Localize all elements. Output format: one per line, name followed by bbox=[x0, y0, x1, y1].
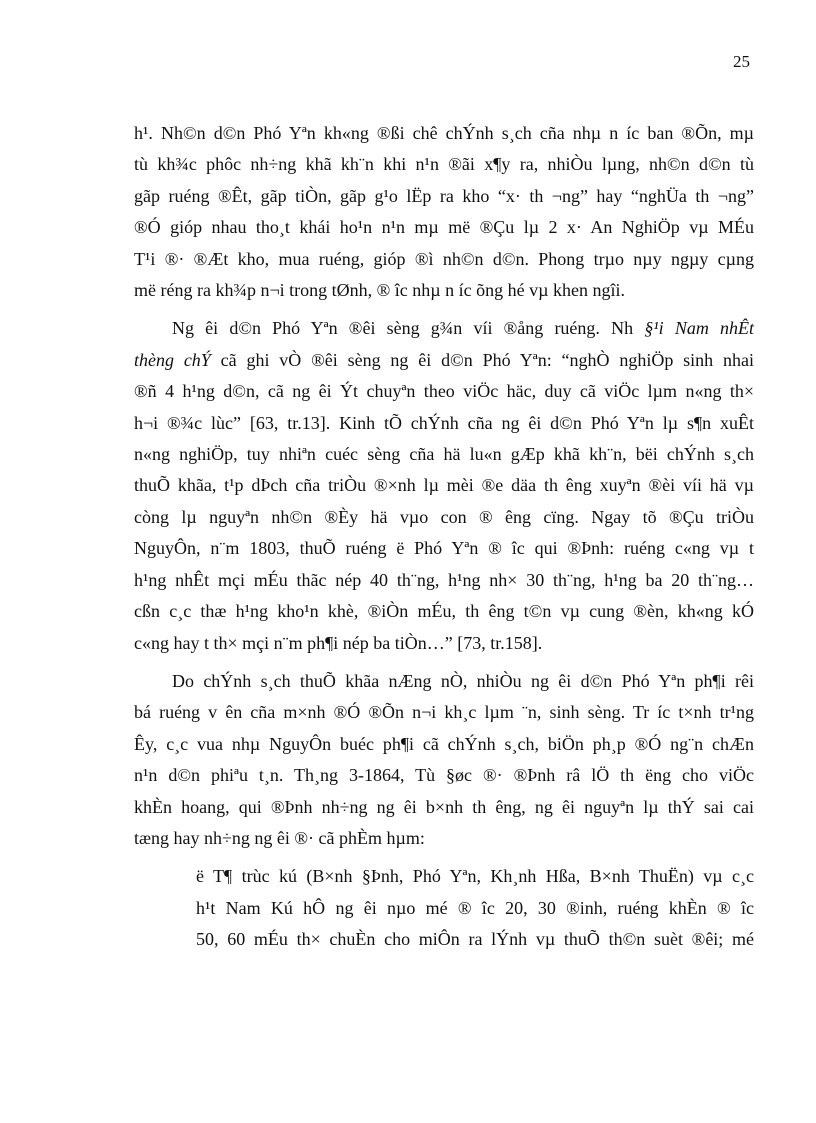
text-line: còng lµ nguyªn nh©n ®Èy hä vµo con ® êng cïng. Ngay tõ ®Çu triÒu bbox=[134, 506, 754, 527]
text-line: tù kh¾c phôc nh÷ng khã kh¨n khi n¹n ®ãi x¶y ra, nhiÒu lµng, nh©n d©n tù bbox=[134, 154, 754, 175]
book-title: thèng chÝ bbox=[134, 349, 211, 370]
text-run: cã ghi vÒ ®êi sèng ng êi d©n Phó Yªn: “nghÒ nghiÖp sinh nhai bbox=[210, 349, 754, 370]
text-line: n«ng nghiÖp, tuy nhiªn cuéc sèng cña hä lu«n gÆp khã kh¨n, bëi chÝnh s¸ch bbox=[134, 444, 754, 465]
book-title: §¹i Nam nhÊt bbox=[644, 318, 754, 339]
paragraph bbox=[134, 118, 754, 306]
text-line: NguyÔn, n¨m 1803, thuÕ ruéng ë Phó Yªn ® îc qui ®Þnh: ruéng c«ng vµ t bbox=[134, 538, 754, 559]
text-line: T¹i ®· ®Æt kho, mua ruéng, gióp ®ì nh©n d©n. Phong trµo nµy ngµy cµng bbox=[134, 248, 754, 269]
text-line: 50, 60 mÉu th× chuÈn cho miÔn ra lÝnh vµ thuÕ th©n suèt ®êi; mé bbox=[196, 929, 754, 950]
text-line: ë T¶ trùc kú (B×nh §Þnh, Phó Yªn, Kh¸nh Hßa, B×nh ThuËn) vµ c¸c bbox=[196, 866, 754, 887]
text-line: h¬i ®¾c lùc” [63, tr.13]. Kinh tÕ chÝnh cña ng êi d©n Phó Yªn lµ s¶n xuÊt bbox=[134, 412, 754, 433]
text-line: ®Ó gióp nhau tho¸t khái ho¹n n¹n mµ më ®Çu lµ 2 x· An NghiÖp vµ MÉu bbox=[134, 217, 754, 238]
text-line: gãp ruéng ®Êt, gãp tiÒn, gãp g¹o lËp ra kho “x· th ¬ng” hay “nghÜa th ¬ng” bbox=[134, 185, 754, 206]
text-line: tæng hay nh÷ng ng êi ®· cã phÈm hµm: bbox=[134, 827, 425, 848]
block-quote bbox=[196, 861, 754, 955]
paragraph bbox=[134, 313, 754, 658]
page-number: 25 bbox=[733, 52, 750, 71]
paragraph bbox=[134, 666, 754, 854]
text-line: h¹ng nhÊt mçi mÉu thãc nép 40 th¨ng, h¹ng nh× 30 th¨ng, h¹ng ba 20 th¨ng… bbox=[134, 569, 754, 590]
text-line: bá ruéng v ên cña m×nh ®Ó ®Õn n¬i kh¸c lµm ¨n, sinh sèng. Tr íc t×nh tr¹ng bbox=[134, 702, 754, 723]
text-line: thuÕ khãa, t¹p dÞch cña triÒu ®×nh lµ mèi ®e däa th êng xuyªn ®èi víi hä vµ bbox=[134, 475, 754, 496]
text-line: khÈn hoang, qui ®Þnh nh÷ng ng êi b×nh th êng, ng êi nguyªn lµ thÝ sai cai bbox=[134, 796, 754, 817]
text-line: h¹t Nam Kú hÔ ng êi nµo mé ® îc 20, 30 ®inh, ruéng khÈn ® îc bbox=[196, 897, 754, 918]
text-line bbox=[134, 313, 754, 344]
text-line bbox=[134, 345, 754, 376]
text-line: ®ñ 4 h¹ng d©n, cã ng êi Ýt chuyªn theo viÖc häc, duy cã viÖc lµm n«ng th× bbox=[134, 381, 754, 402]
text-line: h¹. Nh©n d©n Phó Yªn kh«ng ®ßi chê chÝnh s¸ch cña nhµ n íc ban ®Õn, mµ bbox=[134, 123, 754, 143]
text-line: Êy, c¸c vua nhµ NguyÔn buéc ph¶i cã chÝnh s¸ch, biÖn ph¸p ®Ó ng¨n chÆn bbox=[134, 733, 754, 754]
text-line: n¹n d©n phiªu t¸n. Th¸ng 3-1864, Tù §øc ®· ®Þnh râ lÖ th ëng cho viÖc bbox=[134, 765, 754, 786]
text-line: më réng ra kh¾p n¬i trong tØnh, ® îc nhµ n íc õng hé vµ khen ngîi. bbox=[134, 280, 625, 301]
text-run: Ng êi d©n Phó Yªn ®êi sèng g¾n víi ®ång ruéng. Nh bbox=[172, 318, 634, 339]
text-line: cßn c¸c thæ h¹ng kho¹n khè, ®iÒn mÉu, th êng t©n vµ cung ®èn, kh«ng kÓ bbox=[134, 601, 754, 622]
body-text bbox=[134, 118, 754, 963]
text-line: c«ng hay t th× mçi n¨m ph¶i nép ba tiÒn…” [73, tr.158]. bbox=[134, 632, 543, 653]
text-line: Do chÝnh s¸ch thuÕ khãa nÆng nÒ, nhiÒu ng êi d©n Phó Yªn ph¶i rêi bbox=[172, 670, 754, 691]
